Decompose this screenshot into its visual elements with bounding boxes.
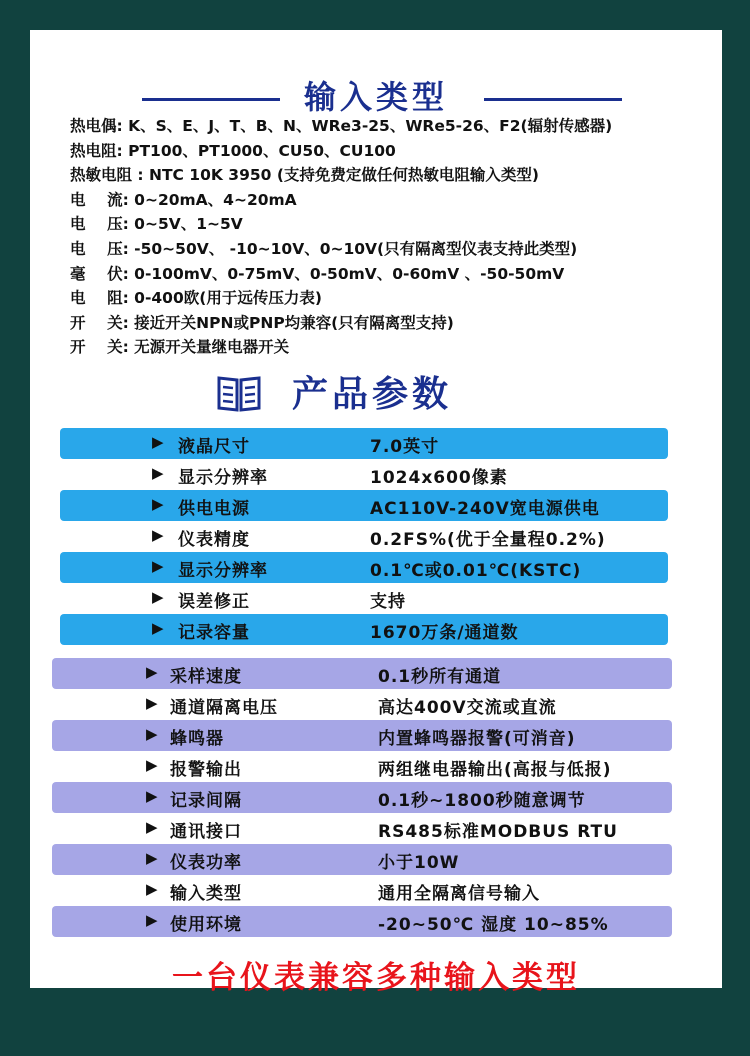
param-value: 小于10W — [378, 853, 460, 873]
play-arrow-icon: ▶ — [146, 880, 158, 898]
param-row — [60, 490, 668, 521]
param-row — [52, 689, 672, 720]
input-type-list — [70, 114, 720, 360]
slogan: 一台仪表兼容多种输入类型 — [172, 960, 580, 996]
play-arrow-icon: ▶ — [146, 818, 158, 836]
play-arrow-icon: ▶ — [152, 619, 164, 637]
input-line: 热电阻: PT100、PT1000、CU50、CU100 — [70, 141, 396, 160]
param-value: 内置蜂鸣器报警(可消音) — [378, 729, 576, 749]
input-line: 热敏电阻 : NTC 10K 3950 (支持免费定做任何热敏电阻输入类型) — [70, 166, 539, 185]
param-label: 使用环境 — [170, 915, 242, 935]
play-arrow-icon: ▶ — [146, 787, 158, 805]
param-label: 显示分辨率 — [178, 561, 268, 581]
input-line: 开 关: 接近开关NPN或PNP均兼容(只有隔离型支持) — [70, 313, 454, 332]
param-label: 供电电源 — [178, 499, 250, 519]
param-label: 报警输出 — [170, 760, 242, 780]
param-row — [60, 552, 668, 583]
param-row — [60, 521, 668, 552]
param-row — [60, 459, 668, 490]
param-row — [52, 844, 672, 875]
param-label: 误差修正 — [178, 592, 250, 612]
param-row — [52, 906, 672, 937]
param-row — [52, 875, 672, 906]
input-line: 电 压: 0~5V、1~5V — [70, 215, 243, 234]
book-icon — [216, 372, 262, 412]
param-value: 0.1℃或0.01℃(KSTC) — [370, 561, 582, 581]
param-row — [52, 658, 672, 689]
param-value: 两组继电器输出(高报与低报) — [378, 760, 612, 780]
param-table-1 — [60, 428, 668, 645]
param-label: 仪表功率 — [170, 853, 242, 873]
param-label: 记录间隔 — [170, 791, 242, 811]
title-divider-right — [484, 98, 622, 101]
input-line: 开 关: 无源开关量继电器开关 — [70, 338, 290, 357]
input-line: 电 阻: 0-400欧(用于远传压力表) — [70, 289, 322, 308]
play-arrow-icon: ▶ — [146, 911, 158, 929]
param-label: 仪表精度 — [178, 530, 250, 550]
play-arrow-icon: ▶ — [152, 588, 164, 606]
play-arrow-icon: ▶ — [146, 725, 158, 743]
param-row — [60, 583, 668, 614]
param-value: -20~50℃ 湿度 10~85% — [378, 915, 609, 935]
product-card — [30, 30, 722, 996]
param-label: 蜂鸣器 — [170, 729, 224, 749]
param-title: 产品参数 — [292, 374, 453, 415]
play-arrow-icon: ▶ — [152, 557, 164, 575]
play-arrow-icon: ▶ — [146, 663, 158, 681]
input-line: 电 流: 0~20mA、4~20mA — [70, 190, 297, 209]
param-value: AC110V-240V宽电源供电 — [370, 499, 600, 519]
param-label: 记录容量 — [178, 623, 250, 643]
param-label: 显示分辨率 — [178, 468, 268, 488]
param-label: 采样速度 — [170, 667, 242, 687]
param-label: 通道隔离电压 — [170, 698, 278, 718]
param-label: 通讯接口 — [170, 822, 242, 842]
input-line: 毫 伏: 0-100mV、0-75mV、0-50mV、0-60mV 、-50-50mV — [70, 264, 565, 283]
param-row — [52, 782, 672, 813]
param-value: 7.0英寸 — [370, 437, 440, 457]
param-table-2 — [52, 658, 672, 937]
param-label: 输入类型 — [170, 884, 242, 904]
param-label: 液晶尺寸 — [178, 437, 250, 457]
play-arrow-icon: ▶ — [152, 464, 164, 482]
param-value: 0.1秒~1800秒随意调节 — [378, 791, 586, 811]
play-arrow-icon: ▶ — [146, 694, 158, 712]
param-header — [30, 366, 722, 416]
param-value: 0.1秒所有通道 — [378, 667, 502, 687]
param-value: 0.2FS%(优于全量程0.2%) — [370, 530, 606, 550]
param-value: RS485标准MODBUS RTU — [378, 822, 618, 842]
input-line: 热电偶: K、S、E、J、T、B、N、WRe3-25、WRe5-26、F2(辐射传感器) — [70, 117, 613, 135]
input-type-title: 输入类型 — [303, 78, 448, 116]
input-line: 电 压: -50~50V、 -10~10V、0~10V(只有隔离型仪表支持此类型) — [70, 239, 578, 258]
param-value: 支持 — [370, 592, 406, 612]
param-row — [52, 813, 672, 844]
param-value: 1024x600像素 — [370, 468, 508, 488]
param-row — [52, 720, 672, 751]
play-arrow-icon: ▶ — [152, 526, 164, 544]
param-row — [60, 428, 668, 459]
param-row — [52, 751, 672, 782]
param-value: 1670万条/通道数 — [370, 623, 519, 643]
param-value: 通用全隔离信号输入 — [378, 884, 540, 904]
play-arrow-icon: ▶ — [152, 495, 164, 513]
play-arrow-icon: ▶ — [146, 756, 158, 774]
param-row — [60, 614, 668, 645]
play-arrow-icon: ▶ — [146, 849, 158, 867]
play-arrow-icon: ▶ — [152, 433, 164, 451]
param-value: 高达400V交流或直流 — [378, 698, 557, 718]
